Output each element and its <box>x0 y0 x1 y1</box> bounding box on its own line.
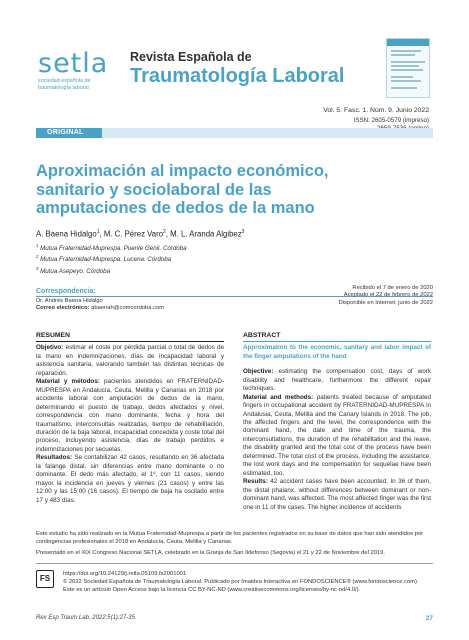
author-sup: 1 <box>96 229 100 235</box>
abstract-objective: Objective: estimating the compensation cost, days of work disability and healthcare, furthermore the different repair techniques. <box>243 368 431 393</box>
author-name: M. L. Aranda Algibez <box>170 229 242 239</box>
author-name: M. C. Pérez Varo <box>103 229 164 239</box>
correspondence-block <box>36 285 433 311</box>
date-available: Disponible en Internet: junio de 2022 <box>338 299 433 306</box>
resumen-column <box>36 332 224 505</box>
fondoscience-badge: FS <box>36 570 54 588</box>
license-divider <box>36 563 433 564</box>
resumen-resultados: Resultados: Se contabilizan 42 casos, resultando en 36 afectada la falange distal, sin diferencias entre mano dominante o no dominante. El dedo más afectado, el 1º, con 11 casos, siendo mayor la incidencia en jueves y viernes (21 casos) y entre las 12:00 y las 15:00 (16 casos). El tiempo de baja ha oscilado entre 17 y 483 días. <box>36 454 224 504</box>
abstract-results: Results: 42 accident cases have been accounted. In 36 of them, the distal phalanx, without differences between dominant or non-dominant hand, was affected. The most affected finger was the first one in 11 of the cases. The higher incidence of accidents <box>243 478 431 511</box>
affiliation-item: $^2$ Mutua Fraternidad-Muprespa. Lucena. Córdoba <box>36 254 172 264</box>
abstract-column <box>243 332 431 512</box>
article-type-label: ORIGINAL <box>36 128 102 138</box>
open-access-text: Este es un artículo Open Access bajo la licencia CC BY-NC-ND (www.creativecommons.org/licenses/by-nc-nd/4.0/). <box>63 586 361 593</box>
cover-text-line <box>391 69 423 71</box>
resumen-objetivo: Objetivo: estimar el coste por pérdida parcial o total de dedos de la mano en indemnizaciones, días de incapacidad laboral y asistencia sanitaria, valorando también las distintas técnicas de reparación. <box>36 344 224 377</box>
license-info <box>63 571 419 594</box>
cover-text-line <box>391 65 419 67</box>
logo-subtitle: sociedad española de traumatología laboral <box>38 78 91 91</box>
issn-print: ISSN: 2605-0579 (impreso) <box>353 117 429 124</box>
logo-wordmark: setla <box>38 48 109 79</box>
cover-text-line <box>391 54 415 56</box>
email-label: Correo electrónico: <box>36 304 90 311</box>
page-number: 27 <box>425 615 433 622</box>
resumen-material: Material y métodos: pacientes atendidos en FRATERNIDAD-MUPRESPA en Andalucía, Ceuta, Melilla y Canarias en 2018 por accidente laboral con amputación de dedos de la mano, determinando el puesto de trabajo, dedos afectados y nivel, correspondencia con mano dominante, fecha y hora del traumatismo, interconsultas realizadas, tiempo de rehabilitación, duración de la baja laboral, incapacidad concedida y coste total del proceso, incluyendo asistencia, días de trabajo perdidos e indemnizaciones por secuelas. <box>36 378 224 453</box>
affiliation-item: $^3$ Mutua Asepeyo. Córdoba <box>36 265 111 275</box>
journal-name <box>130 50 350 88</box>
abstract-material: Material and methods: patients treated because of amputated fingers in occupational accident by FRATERNIDAD-MUPRESPA in Andalusia, Ceuta, Melilla and the Canary Islands in 2018. The job, the affected fingers and the level, the correspondence with the dominant hand, the date and time of the trauma, the interconsultations, the duration of the rehabilitation and the leave, the disability granted and the total cost of the process have been determined. The total cost of the process, including the assistance, the lost work days and the compensation for sequelae have been estimated, too. <box>243 393 432 477</box>
journal-name-line2: Traumatología Laboral <box>130 65 345 87</box>
abstract-title: Approximation to the economic, sanitary and labor impact of the finger amputations of the hand <box>243 344 431 360</box>
citation-footer: Rev Esp Traum Lab. 2022;5(1):27-35 <box>36 615 135 621</box>
doi-link[interactable]: https://doi.org/10.24129/j.retla.05109.fs2001001 <box>63 571 187 577</box>
article-title: Aproximación al impacto económico, sanitario y sociolaboral de las amputaciones de dedos de la mano <box>36 162 329 217</box>
setla-logo <box>38 48 109 91</box>
cover-text-line <box>391 50 421 52</box>
date-received: Recibido el 7 de enero de 2020 <box>352 285 433 291</box>
study-footnote <box>36 531 433 557</box>
cover-text-line <box>391 76 413 78</box>
author-name: A. Baena Hidalgo <box>36 229 97 239</box>
volume-number: Vol. 5. Fasc. 1. Núm. 9. Junio 2022 <box>323 107 429 114</box>
resumen-heading: RESUMEN <box>36 332 224 342</box>
copyright-text: © 2022 Sociedad Española de Traumatología Laboral. Publicado por Imaidea Interactiva en FONDOSCIENCE® (www.fondoscience.com). <box>63 578 419 585</box>
authors: A. Baena Hidalgo$^1$, M. C. Pérez Varo$^2$, M. L. Aranda Algibez$^3$ <box>36 229 245 239</box>
cover-text-line <box>391 87 417 89</box>
correspondence-name: Dr. Andrés Baena Hidalgo <box>36 298 103 304</box>
correspondence-email <box>36 305 164 311</box>
correspondence-heading: Correspondencia: <box>36 288 100 295</box>
author-sup: 2 <box>163 229 166 235</box>
author-sup: 3 <box>241 229 245 235</box>
date-accepted: Aceptado el 22 de febrero de 2022 <box>343 292 433 299</box>
cover-text-line <box>391 61 425 63</box>
article-dates <box>339 285 433 307</box>
email-address[interactable]: abaenah@comcordoba.com <box>91 304 165 311</box>
footnote-study: Este estudio ha sido realizado en la Mutua Fraternidad-Muprespa a partir de los pacientes registrados en su base de datos que han sido atendidos por contingencias profesionales el 2018 en Andalucía, Ceuta, Melilla y Canarias. <box>36 531 424 545</box>
journal-name-line1: Revista Española de <box>130 50 252 64</box>
journal-cover-thumbnail <box>386 38 430 98</box>
cover-header-bar <box>387 39 429 46</box>
affiliation-item: $^1$ Mutua Fraternidad-Muprespa. Puente Genil. Córdoba <box>36 243 187 253</box>
footnote-presented: Presentado en el XIX Congreso Nacional SETLA, celebrado en la Granja de San Ildefonso (Segovia) el 21 y 22 de Noviembre del 2019. <box>36 549 385 556</box>
abstract-heading: ABSTRACT <box>243 332 431 342</box>
cover-text-line <box>391 80 421 82</box>
affiliations <box>36 242 187 276</box>
